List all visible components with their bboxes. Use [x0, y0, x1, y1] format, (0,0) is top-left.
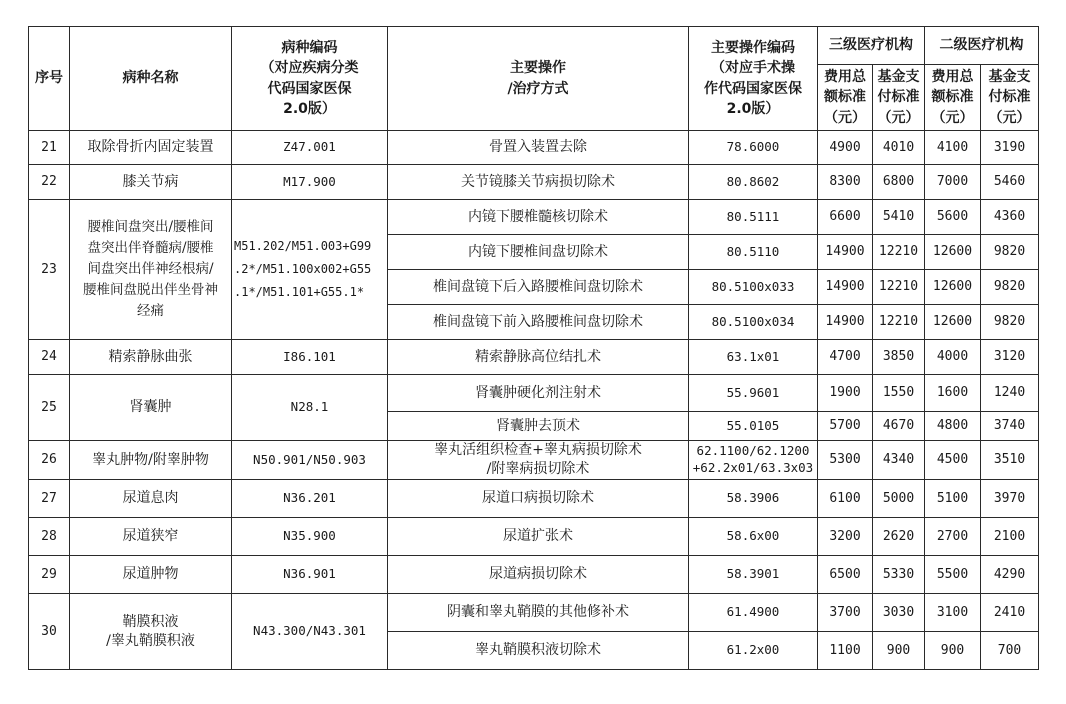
disease-code-cell [232, 200, 388, 340]
disease-code-cell-line: .2*/M51.100x002+G55 [234, 262, 372, 277]
operation-cell [388, 270, 689, 305]
operation-cell-line: 内镜下腰椎髓核切除术 [468, 208, 608, 225]
header-line: 费用总 [931, 69, 974, 86]
header-operation-code-line: 作代码国家医保 [704, 80, 802, 97]
operation-cell-line: 尿道扩张术 [503, 528, 573, 545]
operation-code-cell-line: 58.3901 [726, 566, 780, 582]
disease-name-cell [70, 556, 232, 594]
tier3-fund-pay-cell: 4010 [873, 131, 925, 165]
table-row [29, 165, 1039, 200]
disease-code-cell-line: M51.202/M51.003+G99 [234, 239, 372, 254]
operation-code-cell-line: 80.5100x034 [711, 313, 795, 329]
disease-name-cell-line: 尿道息肉 [122, 490, 179, 507]
header-row-top [29, 27, 1039, 65]
operation-code-cell-line: 80.5100x033 [711, 278, 795, 294]
disease-code-cell-line: N28.1 [290, 399, 329, 415]
header-disease-code-line: 病种编码 [281, 39, 338, 56]
tier2-total-fee-cell: 5100 [925, 480, 981, 518]
header-line: 额标准 [824, 89, 866, 106]
operation-cell-line: 阴囊和睾丸鞘膜的其他修补术 [447, 604, 629, 621]
tier3-fund-pay-cell: 2620 [873, 518, 925, 556]
seq-cell: 25 [29, 375, 70, 441]
seq-cell: 24 [29, 340, 70, 375]
disease-code-cell-line: .1*/M51.101+G55.1* [234, 284, 365, 299]
tier2-fund-pay-cell: 2100 [981, 518, 1039, 556]
tier2-fund-pay-cell: 2410 [981, 594, 1039, 632]
operation-code-cell-line: 61.2x00 [726, 642, 780, 658]
tier3-total-fee-cell: 8300 [818, 165, 873, 200]
tier2-fund-pay-cell: 9820 [981, 270, 1039, 305]
tier3-total-fee-cell: 14900 [818, 270, 873, 305]
disease-name-cell-line: 鞘膜积液 [122, 613, 179, 630]
tier2-total-fee-cell: 4800 [925, 412, 981, 441]
seq-cell: 28 [29, 518, 70, 556]
operation-cell [388, 480, 689, 518]
tier3-total-fee-cell: 3700 [818, 594, 873, 632]
operation-code-cell [689, 480, 818, 518]
disease-code-cell [232, 165, 388, 200]
operation-cell-line: 内镜下腰椎间盘切除术 [468, 243, 608, 260]
header-line: 费用总 [824, 69, 866, 86]
tier2-fund-pay-cell: 9820 [981, 235, 1039, 270]
tier3-total-fee-cell: 1100 [818, 632, 873, 670]
disease-code-cell-line: N43.300/N43.301 [253, 623, 366, 639]
table-row [29, 200, 1039, 235]
operation-cell [388, 594, 689, 632]
disease-name-cell [70, 200, 232, 340]
table-row [29, 131, 1039, 165]
operation-cell-line: 肾囊肿硬化剂注射术 [475, 384, 601, 401]
header-line: 付标准 [988, 89, 1031, 106]
operation-cell [388, 131, 689, 165]
disease-name-cell-line: 膝关节病 [122, 173, 179, 190]
header-disease-code [232, 27, 388, 131]
operation-code-cell [689, 235, 818, 270]
operation-cell-line: 椎间盘镜下前入路腰椎间盘切除术 [433, 313, 643, 330]
seq-cell: 23 [29, 200, 70, 340]
tier3-total-fee-cell: 3200 [818, 518, 873, 556]
tier3-fund-pay-cell: 12210 [873, 270, 925, 305]
seq-cell: 27 [29, 480, 70, 518]
tier3-total-fee-cell: 4900 [818, 131, 873, 165]
operation-cell [388, 412, 689, 441]
tier2-total-fee-cell: 12600 [925, 235, 981, 270]
disease-name-cell [70, 131, 232, 165]
operation-cell-line: 尿道口病损切除术 [482, 490, 594, 507]
operation-code-cell-line: 63.1x01 [726, 348, 780, 364]
disease-code-cell [232, 441, 388, 480]
tier3-fund-pay-cell: 6800 [873, 165, 925, 200]
table-row [29, 518, 1039, 556]
operation-code-cell-line: 80.8602 [726, 173, 780, 189]
operation-code-cell-line: 62.1100/62.1200 [696, 443, 810, 459]
seq-cell: 30 [29, 594, 70, 670]
disease-name-cell-line: 尿道狭窄 [122, 528, 179, 545]
tier3-total-fee-cell: 1900 [818, 375, 873, 412]
disease-code-cell [232, 131, 388, 165]
disease-code-cell-line: N50.901/N50.903 [253, 451, 366, 467]
header-disease-code-line: 代码国家医保 [267, 80, 352, 97]
header-main-operation-line: /治疗方式 [507, 80, 569, 97]
disease-code-cell [232, 480, 388, 518]
disease-code-cell [232, 518, 388, 556]
operation-code-cell-line: 58.6x00 [726, 528, 780, 544]
header-disease-name: 病种名称 [70, 27, 232, 131]
tier2-total-fee-cell: 12600 [925, 270, 981, 305]
table-row [29, 441, 1039, 480]
tier3-fund-pay-cell: 5410 [873, 200, 925, 235]
header-operation-code-line: （对应手术操 [711, 60, 795, 77]
seq-cell: 29 [29, 556, 70, 594]
operation-cell-line: 尿道病损切除术 [489, 566, 587, 583]
tier3-fund-pay-cell: 12210 [873, 235, 925, 270]
tier2-fund-pay-cell: 700 [981, 632, 1039, 670]
header-tier2-total-fee [925, 65, 981, 131]
operation-code-cell [689, 594, 818, 632]
disease-name-cell [70, 165, 232, 200]
tier2-total-fee-cell: 4500 [925, 441, 981, 480]
operation-code-cell [689, 305, 818, 340]
tier2-total-fee-cell: 7000 [925, 165, 981, 200]
header-operation-code [689, 27, 818, 131]
header-tier3-total-fee [818, 65, 873, 131]
tier3-total-fee-cell: 5300 [818, 441, 873, 480]
disease-name-cell-line: 睾丸肿物/附睾肿物 [92, 451, 209, 468]
operation-code-cell-line: 61.4900 [726, 604, 780, 620]
operation-code-cell-line: 58.3906 [726, 490, 780, 506]
operation-cell-line: 骨置入装置去除 [489, 139, 587, 156]
disease-name-cell-line: 精索静脉曲张 [108, 348, 193, 365]
tier2-total-fee-cell: 4000 [925, 340, 981, 375]
operation-code-cell [689, 270, 818, 305]
header-disease-code-line: （对应疾病分类 [260, 60, 359, 77]
disease-name-cell [70, 375, 232, 441]
tier3-total-fee-cell: 5700 [818, 412, 873, 441]
header-main-operation-line: 主要操作 [510, 60, 566, 77]
table-row [29, 480, 1039, 518]
operation-cell-line: 椎间盘镜下后入路腰椎间盘切除术 [433, 278, 643, 295]
tier2-total-fee-cell: 1600 [925, 375, 981, 412]
tier3-total-fee-cell: 6600 [818, 200, 873, 235]
tier2-fund-pay-cell: 4290 [981, 556, 1039, 594]
tier2-fund-pay-cell: 3510 [981, 441, 1039, 480]
header-tier3: 三级医疗机构 [818, 27, 925, 65]
disease-code-cell [232, 340, 388, 375]
header-line: 基金支 [988, 69, 1031, 86]
operation-code-cell [689, 165, 818, 200]
operation-cell [388, 556, 689, 594]
disease-name-cell [70, 340, 232, 375]
tier2-total-fee-cell: 4100 [925, 131, 981, 165]
header-main-operation [388, 27, 689, 131]
tier2-total-fee-cell: 2700 [925, 518, 981, 556]
tier2-fund-pay-cell: 3970 [981, 480, 1039, 518]
tier3-fund-pay-cell: 3030 [873, 594, 925, 632]
operation-cell-line: 睾丸鞘膜积液切除术 [475, 642, 601, 659]
disease-name-cell-line: 腰椎间盘突出/腰椎间 [87, 219, 214, 236]
operation-code-cell [689, 556, 818, 594]
tier2-total-fee-cell: 5600 [925, 200, 981, 235]
tier3-total-fee-cell: 6100 [818, 480, 873, 518]
operation-code-cell [689, 412, 818, 441]
tier3-fund-pay-cell: 5330 [873, 556, 925, 594]
operation-code-cell-line: 55.9601 [726, 384, 780, 400]
disease-code-cell-line: N35.900 [283, 528, 336, 544]
tier3-total-fee-cell: 4700 [818, 340, 873, 375]
disease-name-cell-line: 盘突出伴脊髓病/腰椎 [87, 240, 214, 257]
disease-name-cell-line: 经痛 [137, 302, 164, 319]
operation-cell-line: 睾丸活组织检查+睾丸病损切除术 [434, 442, 642, 459]
operation-cell [388, 235, 689, 270]
tier3-total-fee-cell: 6500 [818, 556, 873, 594]
tier2-total-fee-cell: 3100 [925, 594, 981, 632]
operation-code-cell-line: 80.5110 [726, 243, 780, 259]
table-row [29, 375, 1039, 412]
seq-cell: 26 [29, 441, 70, 480]
tier3-fund-pay-cell: 3850 [873, 340, 925, 375]
operation-code-cell [689, 632, 818, 670]
operation-cell [388, 375, 689, 412]
disease-name-cell-line: 肾囊肿 [129, 399, 172, 416]
disease-fee-table [28, 26, 1039, 670]
disease-code-cell [232, 556, 388, 594]
operation-code-cell [689, 200, 818, 235]
disease-code-cell-line: N36.901 [283, 566, 336, 582]
tier2-fund-pay-cell: 1240 [981, 375, 1039, 412]
header-disease-code-line: 2.0版） [283, 100, 336, 117]
tier2-total-fee-cell: 5500 [925, 556, 981, 594]
disease-name-cell-line: 间盘突出伴神经根病/ [87, 261, 214, 278]
operation-cell-line: 关节镜膝关节病损切除术 [461, 173, 615, 190]
disease-code-cell-line: I86.101 [283, 348, 336, 364]
operation-cell [388, 441, 689, 480]
table-row [29, 340, 1039, 375]
disease-code-cell [232, 594, 388, 670]
operation-code-cell-line: 55.0105 [726, 417, 780, 433]
operation-code-cell [689, 131, 818, 165]
header-line: 付标准 [877, 89, 920, 106]
tier3-fund-pay-cell: 12210 [873, 305, 925, 340]
disease-code-cell-line: N36.201 [283, 490, 336, 506]
header-operation-code-line: 主要操作编码 [711, 39, 795, 56]
disease-name-cell [70, 441, 232, 480]
disease-name-cell-line: 腰椎间盘脱出伴坐骨神 [83, 281, 218, 298]
header-line: （元） [931, 109, 974, 126]
operation-cell [388, 165, 689, 200]
table-row [29, 594, 1039, 632]
operation-code-cell [689, 375, 818, 412]
tier3-fund-pay-cell: 900 [873, 632, 925, 670]
header-line: （元） [877, 109, 920, 126]
operation-cell [388, 305, 689, 340]
operation-cell [388, 632, 689, 670]
disease-name-cell [70, 518, 232, 556]
operation-cell [388, 200, 689, 235]
disease-name-cell [70, 480, 232, 518]
tier3-fund-pay-cell: 1550 [873, 375, 925, 412]
seq-cell: 21 [29, 131, 70, 165]
tier3-fund-pay-cell: 4340 [873, 441, 925, 480]
operation-code-cell-line: +62.2x01/63.3x03 [692, 460, 814, 475]
operation-code-cell-line: 80.5111 [726, 208, 780, 224]
tier2-total-fee-cell: 900 [925, 632, 981, 670]
tier2-total-fee-cell: 12600 [925, 305, 981, 340]
operation-cell [388, 518, 689, 556]
tier2-fund-pay-cell: 3120 [981, 340, 1039, 375]
header-operation-code-line: 2.0版） [726, 100, 780, 117]
disease-code-cell [232, 375, 388, 441]
header-tier3-fund-pay [873, 65, 925, 131]
operation-cell [388, 340, 689, 375]
tier3-fund-pay-cell: 4670 [873, 412, 925, 441]
tier2-fund-pay-cell: 9820 [981, 305, 1039, 340]
operation-cell-line: 肾囊肿去顶术 [496, 417, 580, 434]
disease-name-cell-line: /睾丸鞘膜积液 [106, 632, 195, 649]
tier3-fund-pay-cell: 5000 [873, 480, 925, 518]
operation-code-cell-line: 78.6000 [726, 139, 780, 155]
tier3-total-fee-cell: 14900 [818, 305, 873, 340]
operation-cell-line: /附睾病损切除术 [486, 461, 590, 477]
tier2-fund-pay-cell: 3740 [981, 412, 1039, 441]
table-row [29, 556, 1039, 594]
disease-fee-table-sheet [28, 26, 1039, 670]
tier2-fund-pay-cell: 5460 [981, 165, 1039, 200]
header-tier2-fund-pay [981, 65, 1039, 131]
disease-name-cell-line: 取除骨折内固定装置 [87, 139, 214, 156]
tier2-fund-pay-cell: 4360 [981, 200, 1039, 235]
header-line: （元） [988, 109, 1031, 126]
disease-code-cell-line: M17.900 [283, 173, 336, 189]
operation-code-cell [689, 518, 818, 556]
tier2-fund-pay-cell: 3190 [981, 131, 1039, 165]
header-line: （元） [824, 109, 866, 126]
header-tier2: 二级医疗机构 [925, 27, 1039, 65]
header-line: 基金支 [877, 69, 920, 86]
disease-code-cell-line: Z47.001 [283, 139, 336, 155]
seq-cell: 22 [29, 165, 70, 200]
disease-name-cell-line: 尿道肿物 [122, 566, 179, 583]
disease-name-cell [70, 594, 232, 670]
header-line: 额标准 [931, 89, 974, 106]
operation-code-cell [689, 340, 818, 375]
operation-cell-line: 精索静脉高位结扎术 [475, 348, 601, 365]
header-seq: 序号 [29, 27, 70, 131]
operation-code-cell [689, 441, 818, 480]
tier3-total-fee-cell: 14900 [818, 235, 873, 270]
